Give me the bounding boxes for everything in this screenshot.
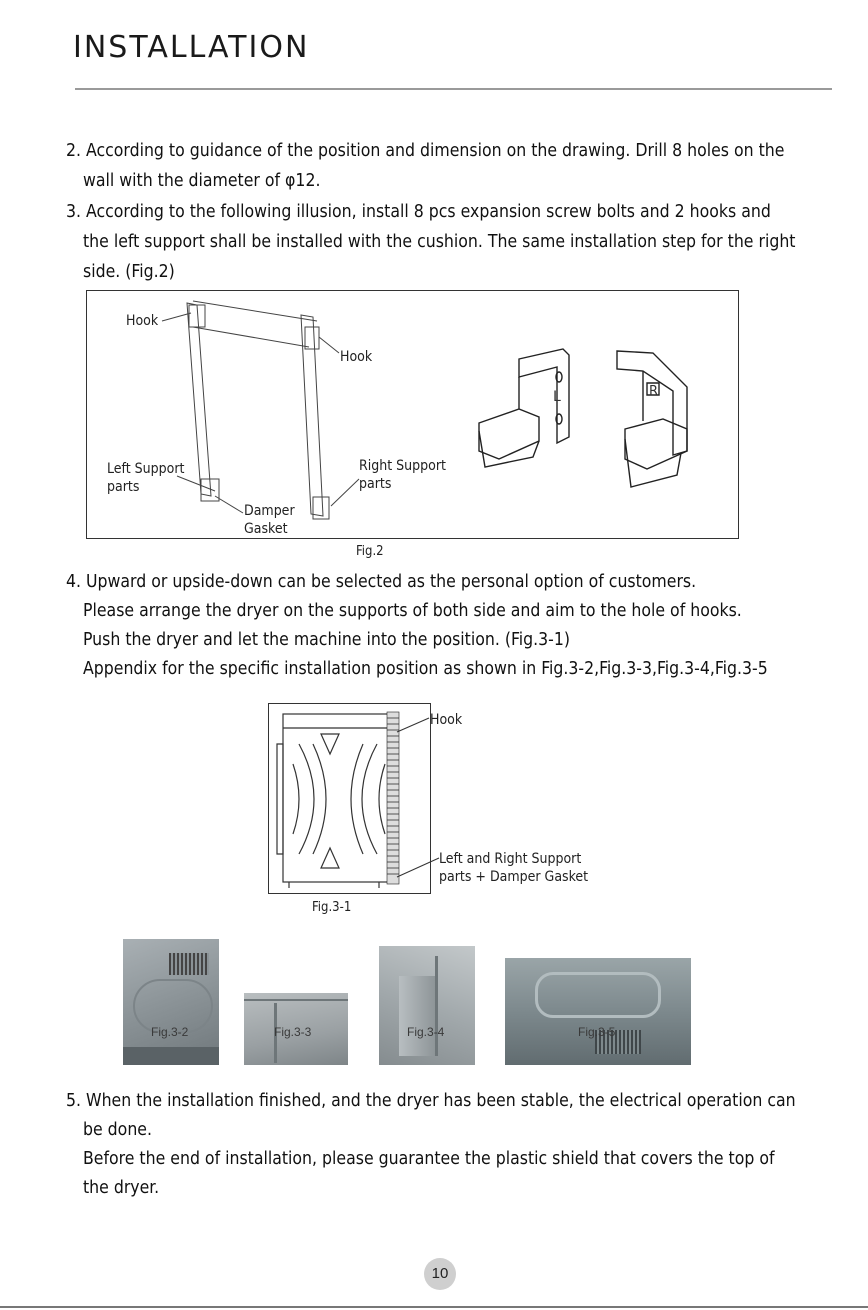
photo-fig3-4-label: Fig.3-4 bbox=[407, 1025, 445, 1039]
fig2-left-support-label: Left Support parts bbox=[107, 461, 185, 495]
step-5-line-1: 5. When the installation finished, and the dryer has been stable, the electrical operation can bbox=[66, 1091, 796, 1111]
fig2-illustration bbox=[86, 290, 739, 539]
photo-fig3-5-label: Fig.3-5 bbox=[578, 1025, 616, 1039]
step-4-text bbox=[66, 568, 846, 684]
photo-fig3-2-label: Fig.3-2 bbox=[151, 1025, 189, 1039]
page-title: INSTALLATION bbox=[73, 30, 310, 65]
step-3-line-1: 3. According to the following illusion, install 8 pcs expansion screw bolts and 2 hooks and bbox=[66, 202, 771, 222]
step-4-line-2: Please arrange the dryer on the supports of both side and aim to the hole of hooks. bbox=[83, 601, 742, 621]
photo-fig3-4 bbox=[379, 946, 475, 1065]
step-4-line-4: Appendix for the specific installation position as shown in Fig.3-2,Fig.3-3,Fig.3-4,Fig.3-5 bbox=[83, 659, 768, 679]
fig2-damper-gasket-label: Damper Gasket bbox=[244, 503, 295, 537]
fig2-caption: Fig.2 bbox=[356, 544, 384, 559]
fig2-hook-left-label: Hook bbox=[126, 313, 159, 329]
fig2-drawing bbox=[87, 291, 738, 538]
step-3-line-3: side. (Fig.2) bbox=[83, 262, 175, 282]
photo-fig3-3 bbox=[244, 993, 348, 1065]
step-4-line-1: 4. Upward or upside-down can be selected as the personal option of customers. bbox=[66, 572, 697, 592]
fig2-hook-right-label: Hook bbox=[340, 349, 373, 365]
step-2-line-1: 2. According to guidance of the position and dimension on the drawing. Drill 8 holes on the bbox=[66, 141, 785, 161]
step-3-text bbox=[66, 197, 846, 287]
step-5-text bbox=[66, 1087, 846, 1203]
photo-fig3-5 bbox=[505, 958, 691, 1065]
fig3-1-hook-label: Hook bbox=[430, 712, 463, 728]
step-2-text bbox=[66, 136, 846, 196]
title-divider bbox=[75, 88, 832, 90]
fig3-1-caption: Fig.3-1 bbox=[312, 900, 352, 915]
step-5-line-4: the dryer. bbox=[83, 1178, 160, 1198]
page-number: 10 bbox=[424, 1258, 456, 1290]
svg-text:R: R bbox=[649, 384, 659, 399]
svg-text:L: L bbox=[553, 389, 561, 405]
photo-fig3-3-label: Fig.3-3 bbox=[274, 1025, 312, 1039]
step-5-line-3: Before the end of installation, please guarantee the plastic shield that covers the top of bbox=[83, 1149, 775, 1169]
step-2-line-2: wall with the diameter of φ12. bbox=[83, 171, 321, 191]
photo-fig3-2 bbox=[123, 939, 219, 1065]
bottom-divider bbox=[0, 1306, 868, 1308]
fig3-1-leader-lines bbox=[395, 712, 445, 892]
step-3-line-2: the left support shall be installed with the cushion. The same installation step for the right bbox=[83, 232, 796, 252]
step-4-line-3: Push the dryer and let the machine into the position. (Fig.3-1) bbox=[83, 630, 570, 650]
step-5-line-2: be done. bbox=[83, 1120, 152, 1140]
fig2-right-support-label: Right Support parts bbox=[359, 458, 446, 492]
fig3-1-support-label: Left and Right Support parts + Damper Gasket bbox=[439, 851, 589, 885]
